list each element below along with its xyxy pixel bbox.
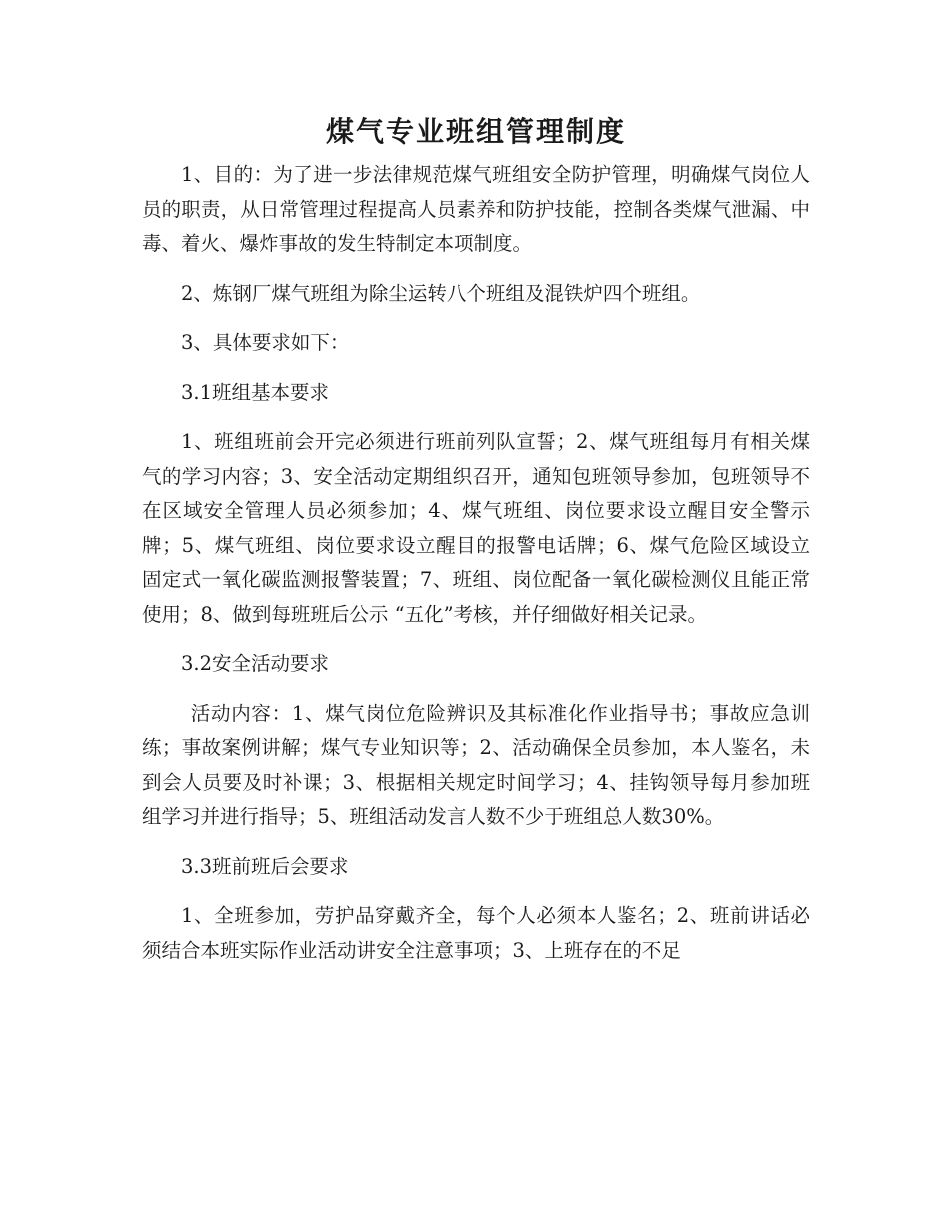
paragraph-shift-meetings: 1、全班参加，劳护品穿戴齐全，每个人必须本人鉴名；2、班前讲话必须结合本班实际作业活动讲安全注意事项；3、上班存在的不足	[142, 904, 810, 962]
section-heading-3-3: 3.3班前班后会要求	[181, 854, 349, 878]
section-heading-3-2: 3.2安全活动要求	[181, 652, 330, 675]
paragraph-team-scope: 2、炼钢厂煤气班组为除尘运转八个班组及混铁炉四个班组。	[181, 281, 701, 305]
section-heading-3-1: 3.1班组基本要求	[181, 380, 330, 404]
paragraph-requirements-intro: 3、具体要求如下：	[181, 331, 350, 354]
paragraph-safety-activities: 活动内容：1、煤气岗位危险辨识及其标准化作业指导书；事故应急训练；事故案例讲解；煤气专业知识等；2、活动确保全员参加，本人鉴名，未到会人员要及时补课；3、根据相关规定时间学习；4、挂钩领导每月参加班组学习并进行指导；5、班组活动发言人数不少于班组总人数30%。	[142, 701, 810, 828]
document-title: 煤气专业班组管理制度	[325, 115, 626, 148]
paragraph-basic-requirements: 1、班组班前会开完必须进行班前列队宣誓；2、煤气班组每月有相关煤气的学习内容；3、安全活动定期组织召开，通知包班领导参加，包班领导不在区域安全管理人员必须参加；4、煤气班组、岗位要求设立醒目安全警示牌；5、煤气班组、岗位要求设立醒目的报警电话牌；6、煤气危险区域设立固定式一氧化碳监测报警装置；7、班组、岗位配备一氧化碳检测仪且能正常使用；8、做到每班班后公示 “五化”考核，并仔细做好相关记录。	[142, 430, 810, 626]
paragraph-purpose: 1、目的：为了进一步法律规范煤气班组安全防护管理，明确煤气岗位人员的职责，从日常管理过程提高人员素养和防护技能，控制各类煤气泄漏、中毒、着火、爆炸事故的发生特制定本项制度。	[142, 163, 810, 255]
